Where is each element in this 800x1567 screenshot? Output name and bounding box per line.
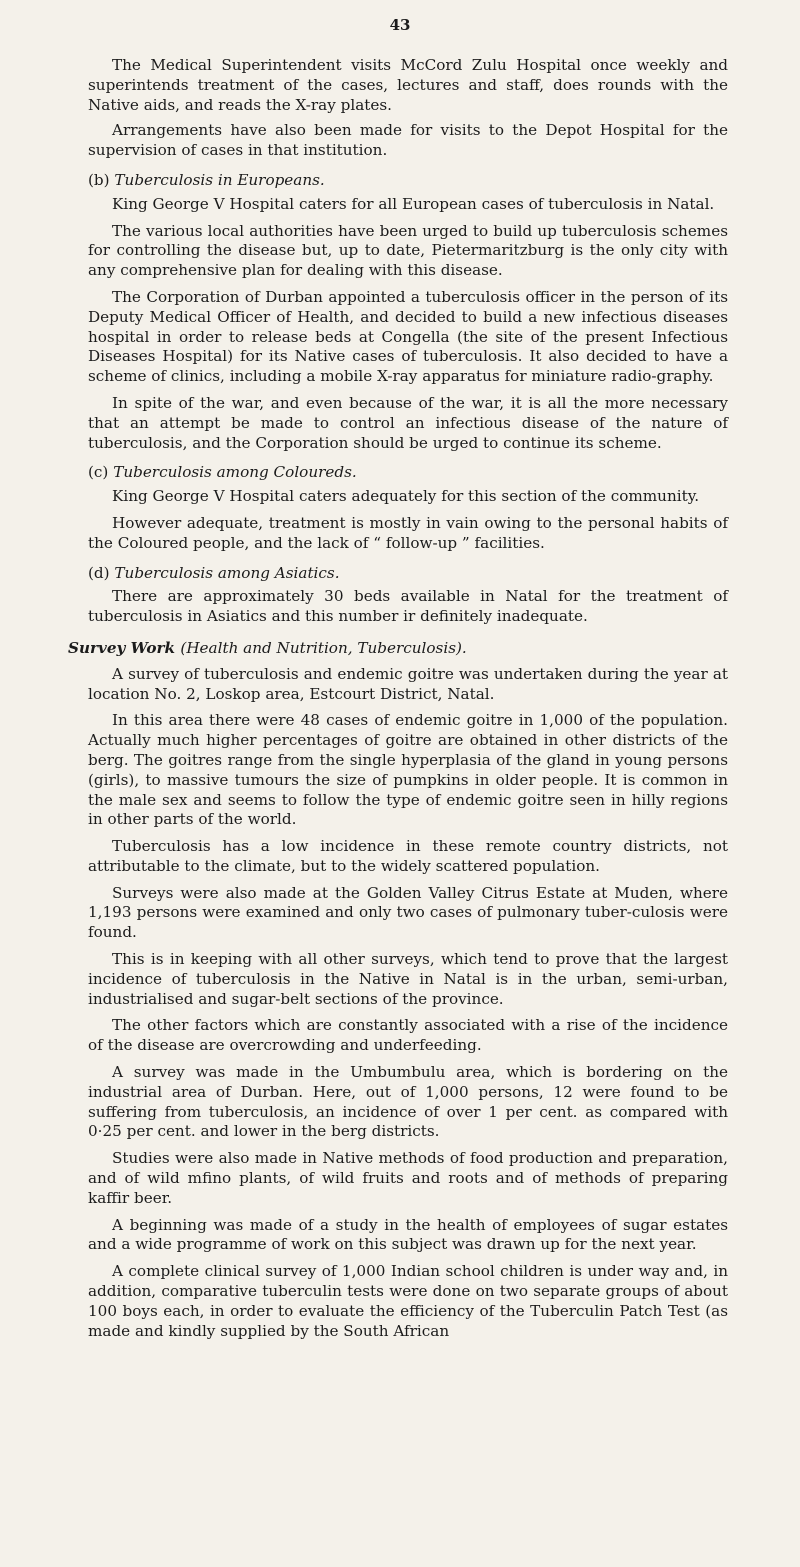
section-title: Tuberculosis in Europeans. [114,170,325,189]
body-paragraph: The various local authorities have been urged to build up tuberculosis schemes for controlling the disease but, up to date, Pietermaritzburg is the only city with any comprehensive plan for dealing with this disease. [88,221,728,280]
body-paragraph: There are approximately 30 beds available in Natal for the treatment of tuberculosis in Asiatics and this number ir definitely inadequate. [88,587,728,626]
body-paragraph: The Corporation of Durban appointed a tuberculosis officer in the person of its Deputy Medical Officer of Health, and decided to build a new infectious diseases hospital in order to release beds at Congella (the site of the present Infectious Diseases Hospital) for its Native cases of tuberculosis. It also decided to have a scheme of clinics, including a mobile X-ray apparatus for miniature radio-graphy. [88,287,728,386]
survey-paragraph: The other factors which are constantly associated with a rise of the incidence of the disease are overcrowding and underfeeding. [88,1016,728,1055]
body-paragraph: However adequate, treatment is mostly in vain owing to the personal habits of the Coloured people, and the lack of “ follow-up ” facilities. [88,513,728,552]
body-paragraph: King George V Hospital caters adequately for this section of the community. [112,487,700,506]
survey-paragraph: A survey of tuberculosis and endemic goitre was undertaken during the year at location No. 2, Loskop area, Estcourt District, Natal. [88,664,728,703]
survey-paragraph: In this area there were 48 cases of endemic goitre in 1,000 of the population. Actually much higher percentages of goitre are obtained in other districts of the berg. The goitres range from the single hyperplasia of the gland in young persons (girls), to massive tumours the size of pumpkins in older people. It is common in the male sex and seems to follow the type of endemic goitre seen in hilly regions in other parts of the world. [88,711,728,829]
section-label: (d) [88,563,110,582]
survey-paragraph: A survey was made in the Umbumbulu area, which is bordering on the industrial area of Durban. Here, out of 1,000 persons, 12 were found to be suffering from tuberculosis, an incidence of over 1 per cent. as compared with 0·25 per cent. and lower in the berg districts. [88,1063,728,1141]
section-label: (b) [88,170,110,189]
survey-title: Survey Work [68,638,176,657]
section-title: Tuberculosis among Coloureds. [113,463,357,482]
section-heading-c [88,463,728,483]
body-paragraph: In spite of the war, and even because of the war, it is all the more necessary that an attempt be made to control an infectious disease of the nature of tuberculosis, and the Corporation should be urged to continue its scheme. [88,393,728,452]
section-heading-b [88,171,728,191]
section-heading-d [88,564,728,584]
survey-paragraph: A beginning was made of a study in the health of employees of sugar estates and a wide programme of work on this subject was drawn up for the next year. [88,1215,728,1254]
intro-paragraph: The Medical Superintendent visits McCord Zulu Hospital once weekly and superintends treatment of the cases, lectures and staff, does rounds with the Native aids, and reads the X-ray plates. [88,56,728,114]
survey-paragraph: Surveys were also made at the Golden Valley Citrus Estate at Muden, where 1,193 persons were examined and only two cases of pulmonary tuber-culosis were found. [88,883,728,942]
survey-paragraph: This is in keeping with all other surveys, which tend to prove that the largest incidence of tuberculosis in the Native in Natal is in the urban, semi-urban, industrialised and sugar-belt sections of the province. [88,950,728,1008]
survey-paragraph: A complete clinical survey of 1,000 Indian school children is under way and, in addition, comparative tuberculin tests were done on two separate groups of about 100 boys each, in order to evaluate the efficiency of the Tuberculin Patch Test (as made and kindly supplied by the South African [88,1262,728,1340]
body-paragraph: King George V Hospital caters for all European cases of tuberculosis in Natal. [112,194,715,213]
page-content [68,56,728,1348]
page-number: 43 [389,16,411,34]
survey-paragraph: Tuberculosis has a low incidence in these remote country districts, not attributable to the climate, but to the widely scattered population. [88,837,728,875]
survey-heading [68,639,728,659]
section-title: Tuberculosis among Asiatics. [114,563,340,582]
survey-subtitle: (Health and Nutrition, Tuberculosis). [180,638,467,657]
intro-paragraph: Arrangements have also been made for visits to the Depot Hospital for the supervision of cases in that institution. [88,121,728,160]
survey-paragraph: Studies were also made in Native methods of food production and preparation, and of wild mfino plants, of wild fruits and roots and of methods of preparing kaffir beer. [88,1149,728,1207]
section-label: (c) [88,463,109,482]
